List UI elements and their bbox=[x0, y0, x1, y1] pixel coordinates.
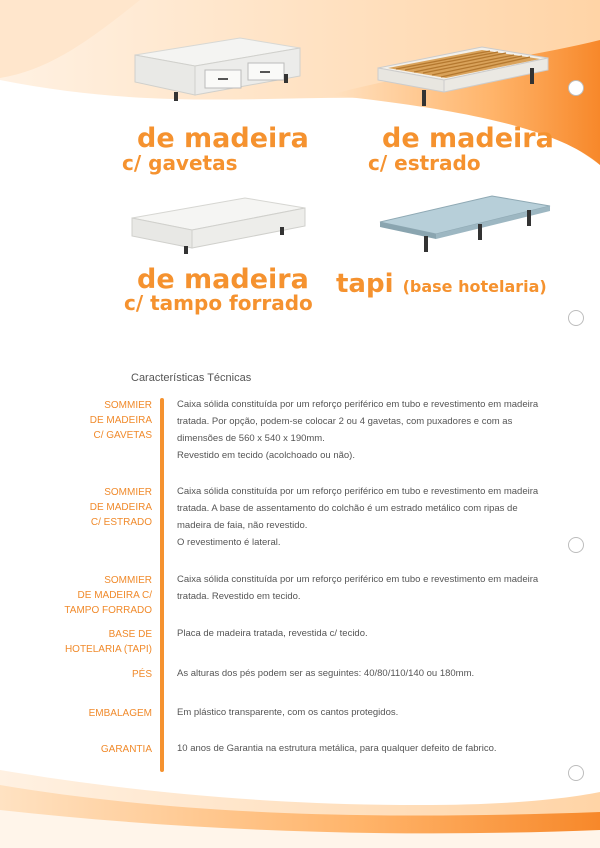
upholstered-sommier-image bbox=[132, 198, 305, 254]
spec-label-pes bbox=[132, 667, 152, 682]
spec-label-line: DE MADEIRA bbox=[89, 502, 152, 513]
spec-label-line: GARANTIA bbox=[100, 744, 152, 755]
spec-text-line: tratada. A base de assentamento do colchão é um estrado metálico com ripas de bbox=[177, 503, 518, 514]
tapi-title-word: tapi bbox=[336, 269, 394, 299]
spec-label-line: C/ ESTRADO bbox=[90, 517, 152, 528]
slatted-bed-base-image bbox=[378, 47, 548, 106]
spec-text-line: Caixa sólida constituída por um reforço periférico em tubo e revestimento em madeira bbox=[177, 399, 539, 410]
spec-text-line: dimensões de 560 x 540 x 190mm. bbox=[177, 433, 325, 444]
spec-label-line: SOMMIER bbox=[104, 487, 152, 498]
spec-label-line: PÉS bbox=[131, 669, 152, 680]
spec-text-pes bbox=[177, 665, 557, 682]
spec-label-line: BASE DE bbox=[108, 629, 152, 640]
spec-text-line: Em plástico transparente, com os cantos protegidos. bbox=[177, 707, 399, 718]
spec-label-line: DE MADEIRA bbox=[89, 415, 152, 426]
spec-label-line: SOMMIER bbox=[104, 400, 152, 411]
spec-label-line: EMBALAGEM bbox=[88, 708, 152, 719]
product-title-tapi bbox=[336, 271, 547, 297]
spec-text-line: As alturas dos pés podem ser as seguintes: 40/80/110/140 ou 180mm. bbox=[177, 668, 475, 679]
spec-text-line: madeira de faia, não revestido. bbox=[177, 520, 308, 531]
spec-text-line: O revestimento é lateral. bbox=[177, 537, 281, 548]
spec-text-line: Placa de madeira tratada, revestida c/ tecido. bbox=[177, 628, 368, 639]
tapi-subtitle: (base hotelaria) bbox=[402, 277, 547, 296]
spec-text-tampo bbox=[177, 571, 557, 605]
spec-text-line: Caixa sólida constituída por um reforço periférico em tubo e revestimento em madeira bbox=[177, 574, 539, 585]
spec-label-gavetas bbox=[90, 398, 152, 443]
product-subtitle-tampo: c/ tampo forrado bbox=[124, 291, 313, 315]
spec-label-line: C/ GAVETAS bbox=[93, 430, 152, 441]
spec-text-embalagem bbox=[177, 704, 557, 721]
spec-label-embalagem bbox=[89, 706, 152, 721]
product-subtitle-estrado: c/ estrado bbox=[368, 151, 481, 175]
spec-label-garantia bbox=[101, 742, 152, 757]
spec-label-estrado bbox=[90, 485, 152, 530]
sommier-with-drawers-image bbox=[135, 38, 300, 101]
product-title-estrado: de madeira bbox=[382, 123, 554, 154]
spec-label-line: TAMPO FORRADO bbox=[64, 605, 152, 616]
spec-label-line: HOTELARIA (TAPI) bbox=[64, 644, 152, 655]
product-subtitle-gavetas: c/ gavetas bbox=[122, 151, 238, 175]
spec-label-line: SOMMIER bbox=[104, 575, 152, 586]
spec-text-tapi bbox=[177, 625, 557, 642]
product-title-tampo: de madeira bbox=[137, 264, 309, 295]
tapi-hotel-base-image bbox=[380, 196, 550, 252]
spec-text-line: Revestido em tecido (acolchoado ou não). bbox=[177, 450, 355, 461]
spec-label-tapi bbox=[65, 627, 152, 657]
spec-label-tampo bbox=[64, 573, 152, 618]
spec-text-gavetas bbox=[177, 396, 557, 464]
spec-text-line: 10 anos de Garantia na estrutura metálica, para qualquer defeito de fabrico. bbox=[177, 743, 497, 754]
spec-text-estrado bbox=[177, 483, 557, 551]
product-title-gavetas: de madeira bbox=[137, 123, 309, 154]
spec-text-line: Caixa sólida constituída por um reforço periférico em tubo e revestimento em madeira bbox=[177, 486, 539, 497]
spec-text-line: tratada. Revestido em tecido. bbox=[177, 591, 301, 602]
spec-heading: Características Técnicas bbox=[131, 372, 252, 384]
spec-text-line: tratada. Por opção, podem-se colocar 2 ou 4 gavetas, com puxadores e com as bbox=[177, 416, 513, 427]
spec-label-line: DE MADEIRA C/ bbox=[77, 590, 152, 601]
spec-divider-bar bbox=[160, 398, 164, 772]
spec-text-garantia bbox=[177, 740, 557, 757]
